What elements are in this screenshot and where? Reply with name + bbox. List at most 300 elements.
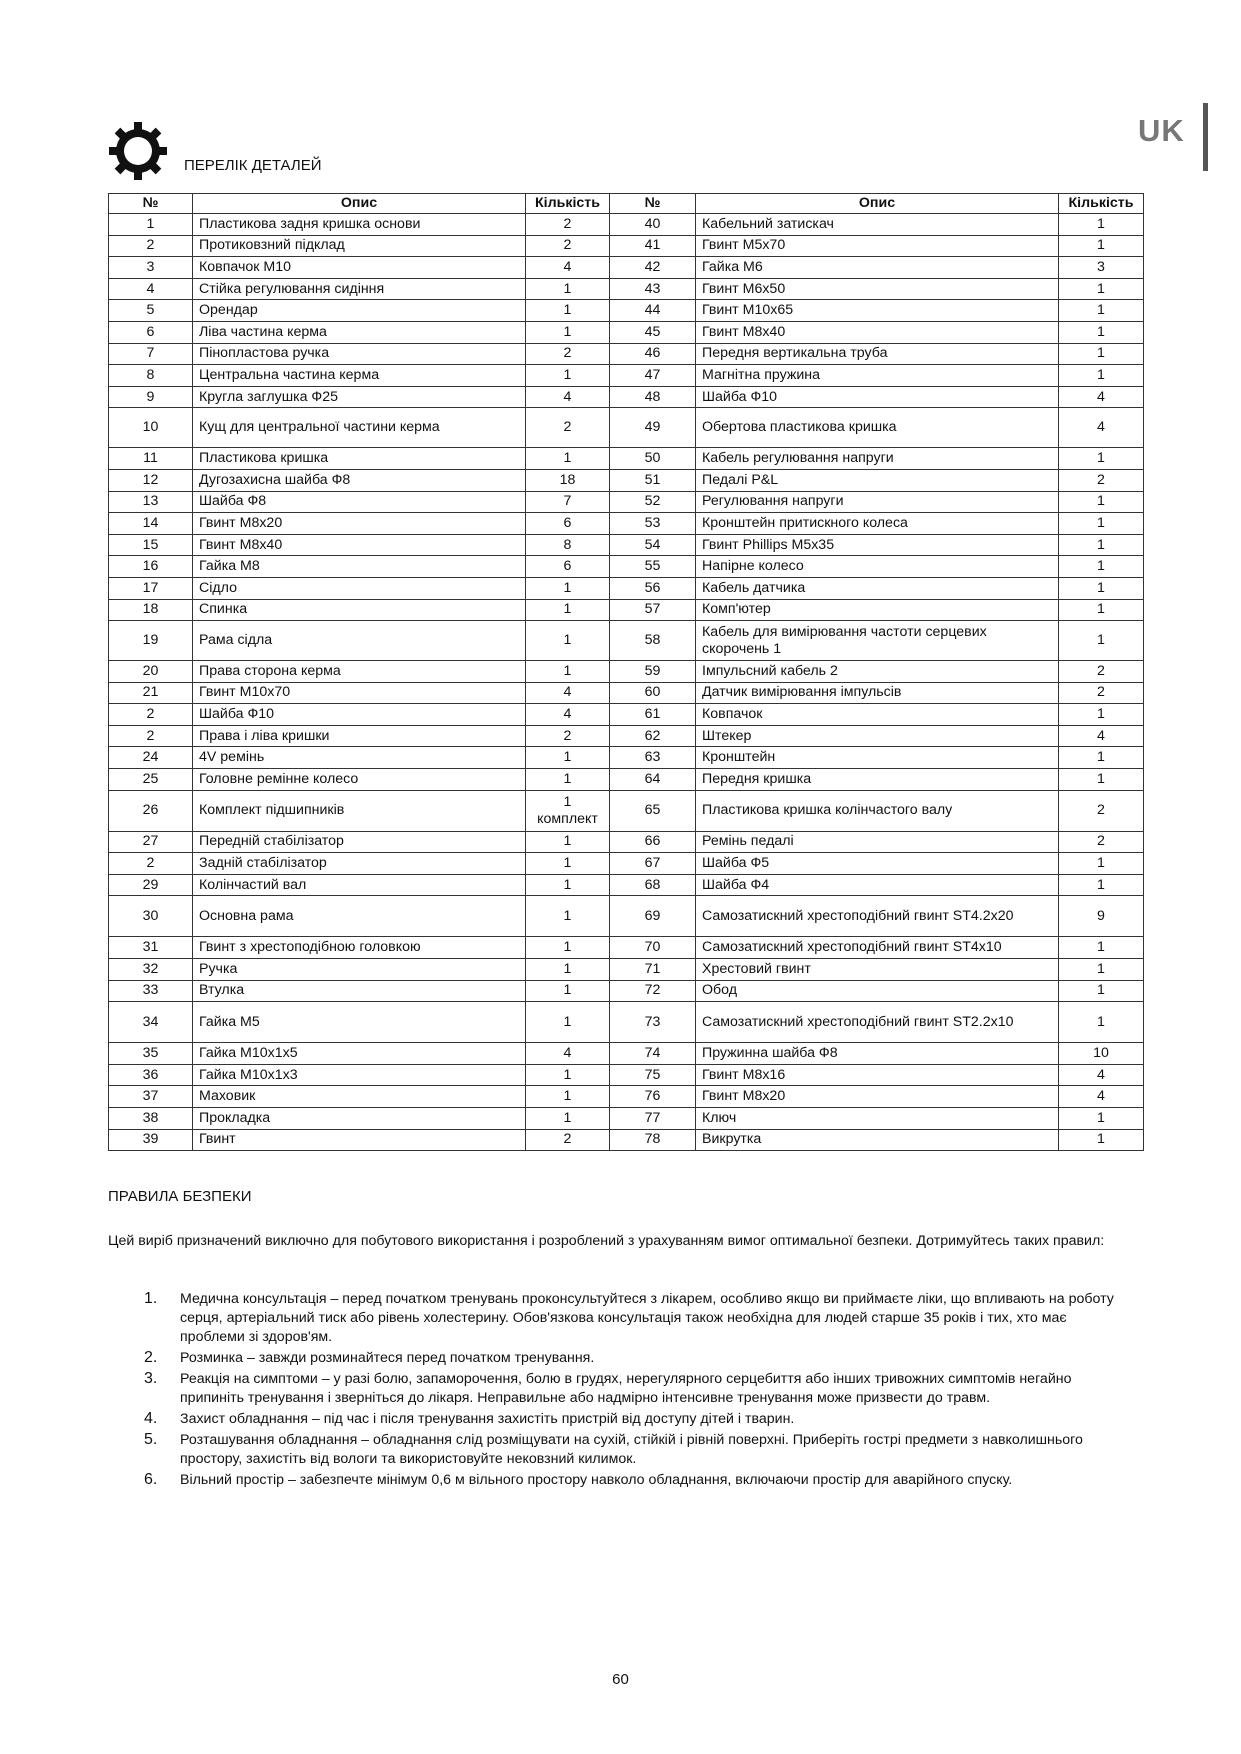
cell-no: 17 — [109, 577, 193, 599]
cell-no: 35 — [109, 1043, 193, 1065]
cell-no-2: 71 — [610, 959, 696, 981]
cell-no: 25 — [109, 769, 193, 791]
cell-desc-2: Кабель для вимірювання частоти серцевих скорочень 1 — [696, 621, 1059, 661]
col-header-no-2: № — [610, 194, 696, 214]
cell-no-2: 62 — [610, 725, 696, 747]
cell-desc-2: Обод — [696, 980, 1059, 1002]
cell-desc-2: Викрутка — [696, 1129, 1059, 1151]
table-row — [109, 621, 1144, 661]
cell-desc: Гвинт M8x20 — [193, 513, 526, 535]
cell-qty-2: 1 — [1059, 769, 1144, 791]
cell-desc-2: Гвинт M5x70 — [696, 235, 1059, 257]
cell-qty: 18 — [526, 469, 610, 491]
cell-desc: Стійка регулювання сидіння — [193, 278, 526, 300]
cell-qty-2: 2 — [1059, 790, 1144, 831]
list-item — [108, 1471, 1128, 1490]
safety-title: ПРАВИЛА БЕЗПЕКИ — [108, 1188, 252, 1205]
cell-desc: Комплект підшипників — [193, 790, 526, 831]
page-number: 60 — [612, 1671, 629, 1688]
cell-no: 8 — [109, 365, 193, 387]
cell-no-2: 77 — [610, 1108, 696, 1130]
cell-no: 34 — [109, 1002, 193, 1043]
gear-icon — [107, 120, 169, 182]
table-row — [109, 1043, 1144, 1065]
cell-qty-2: 1 — [1059, 448, 1144, 470]
rule-number: 6. — [144, 1471, 158, 1488]
table-row — [109, 1108, 1144, 1130]
cell-qty: 1 — [526, 831, 610, 853]
table-row — [109, 469, 1144, 491]
cell-qty-2: 1 — [1059, 278, 1144, 300]
cell-desc: Ковпачок M10 — [193, 257, 526, 279]
rule-number: 1. — [144, 1290, 158, 1307]
cell-no-2: 57 — [610, 599, 696, 621]
list-item — [108, 1431, 1128, 1469]
cell-qty: 6 — [526, 556, 610, 578]
rule-text: Розташування обладнання – обладнання слід розміщувати на сухій, стійкій і рівній поверхні. Приберіть гострі предмети з навколишнього простору, захистіть від вологи та використовуйте нековзний килимок. — [180, 1432, 1083, 1467]
cell-no-2: 55 — [610, 556, 696, 578]
parts-table-body — [109, 214, 1144, 1151]
cell-desc-2: Магнітна пружина — [696, 365, 1059, 387]
col-header-qty: Кількість — [526, 194, 610, 214]
table-row — [109, 896, 1144, 937]
cell-desc-2: Кабель регулювання напруги — [696, 448, 1059, 470]
parts-table — [108, 193, 1144, 1151]
cell-desc-2: Обертова пластикова кришка — [696, 408, 1059, 448]
cell-qty-2: 1 — [1059, 577, 1144, 599]
cell-qty: 1 — [526, 599, 610, 621]
cell-desc-2: Хрестовий гвинт — [696, 959, 1059, 981]
cell-qty: 2 — [526, 214, 610, 236]
cell-no: 18 — [109, 599, 193, 621]
cell-desc: Прокладка — [193, 1108, 526, 1130]
table-row — [109, 300, 1144, 322]
cell-no-2: 46 — [610, 343, 696, 365]
cell-qty: 1 — [526, 874, 610, 896]
cell-desc: Права і ліва кришки — [193, 725, 526, 747]
cell-no: 39 — [109, 1129, 193, 1151]
cell-no: 29 — [109, 874, 193, 896]
cell-qty-2: 1 — [1059, 300, 1144, 322]
table-header-row — [109, 194, 1144, 214]
table-row — [109, 534, 1144, 556]
cell-desc-2: Гвинт M8x16 — [696, 1064, 1059, 1086]
cell-no-2: 49 — [610, 408, 696, 448]
cell-qty: 4 — [526, 386, 610, 408]
cell-qty: 1 — [526, 937, 610, 959]
cell-qty-2: 1 — [1059, 1129, 1144, 1151]
cell-no-2: 69 — [610, 896, 696, 937]
cell-desc: Пінопластова ручка — [193, 343, 526, 365]
table-row — [109, 959, 1144, 981]
cell-qty: 8 — [526, 534, 610, 556]
table-row — [109, 214, 1144, 236]
cell-qty: 2 — [526, 343, 610, 365]
rule-text: Розминка – завжди розминайтеся перед початком тренування. — [180, 1350, 595, 1366]
cell-qty: 1 — [526, 959, 610, 981]
cell-qty: 1 — [526, 1086, 610, 1108]
rule-text: Реакція на симптоми – у разі болю, запаморочення, болю в грудях, нерегулярного серцебиття або інших тривожних симптомів негайно припиніть тренування і зверніться до лікаря. Неправильне або надмірно інтенсивне тренування може призвести до травм. — [180, 1371, 1072, 1406]
cell-no: 2 — [109, 853, 193, 875]
cell-qty: 1 — [526, 577, 610, 599]
cell-desc: Задній стабілізатор — [193, 853, 526, 875]
cell-no: 16 — [109, 556, 193, 578]
cell-desc-2: Кронштейн притискного колеса — [696, 513, 1059, 535]
cell-desc: Сідло — [193, 577, 526, 599]
cell-no-2: 47 — [610, 365, 696, 387]
table-row — [109, 448, 1144, 470]
cell-no: 24 — [109, 747, 193, 769]
cell-no: 19 — [109, 621, 193, 661]
cell-desc: Ручка — [193, 959, 526, 981]
list-item — [108, 1349, 1128, 1368]
cell-no: 2 — [109, 725, 193, 747]
table-row — [109, 769, 1144, 791]
cell-qty: 1 — [526, 980, 610, 1002]
rule-number: 2. — [144, 1349, 158, 1366]
cell-desc-2: Пластикова кришка колінчастого валу — [696, 790, 1059, 831]
table-row — [109, 386, 1144, 408]
col-header-no: № — [109, 194, 193, 214]
cell-no-2: 45 — [610, 321, 696, 343]
table-row — [109, 235, 1144, 257]
cell-no: 2 — [109, 235, 193, 257]
cell-desc-2: Ковпачок — [696, 704, 1059, 726]
cell-qty-2: 2 — [1059, 661, 1144, 683]
cell-qty-2: 1 — [1059, 513, 1144, 535]
table-row — [109, 343, 1144, 365]
cell-qty-2: 1 — [1059, 556, 1144, 578]
cell-qty: 1 — [526, 365, 610, 387]
cell-no-2: 73 — [610, 1002, 696, 1043]
cell-desc-2: Гвинт Phillips M5x35 — [696, 534, 1059, 556]
cell-qty: 4 — [526, 1043, 610, 1065]
cell-qty-2: 4 — [1059, 408, 1144, 448]
cell-desc-2: Педалі P&L — [696, 469, 1059, 491]
cell-qty-2: 1 — [1059, 747, 1144, 769]
cell-no-2: 76 — [610, 1086, 696, 1108]
cell-desc: Дугозахисна шайба Ф8 — [193, 469, 526, 491]
cell-desc: Передній стабілізатор — [193, 831, 526, 853]
cell-no-2: 63 — [610, 747, 696, 769]
cell-no-2: 43 — [610, 278, 696, 300]
table-row — [109, 577, 1144, 599]
cell-desc-2: Самозатискний хрестоподібний гвинт ST4x10 — [696, 937, 1059, 959]
cell-desc-2: Шайба Ф4 — [696, 874, 1059, 896]
table-row — [109, 853, 1144, 875]
cell-desc-2: Кабель датчика — [696, 577, 1059, 599]
cell-qty: 7 — [526, 491, 610, 513]
safety-rules-list — [108, 1290, 1128, 1492]
table-row — [109, 408, 1144, 448]
cell-no-2: 78 — [610, 1129, 696, 1151]
cell-qty-2: 1 — [1059, 621, 1144, 661]
cell-qty-2: 1 — [1059, 214, 1144, 236]
cell-desc-2: Гайка M6 — [696, 257, 1059, 279]
cell-no-2: 75 — [610, 1064, 696, 1086]
rule-number: 3. — [144, 1370, 158, 1387]
cell-desc-2: Гвинт M8x40 — [696, 321, 1059, 343]
cell-qty-2: 1 — [1059, 321, 1144, 343]
cell-no: 36 — [109, 1064, 193, 1086]
cell-no-2: 40 — [610, 214, 696, 236]
cell-qty: 2 — [526, 725, 610, 747]
cell-no-2: 68 — [610, 874, 696, 896]
cell-no-2: 64 — [610, 769, 696, 791]
cell-qty: 1 — [526, 1108, 610, 1130]
cell-desc-2: Регулювання напруги — [696, 491, 1059, 513]
cell-qty-2: 1 — [1059, 343, 1144, 365]
cell-no-2: 59 — [610, 661, 696, 683]
cell-qty-2: 1 — [1059, 365, 1144, 387]
cell-desc-2: Гвинт M6x50 — [696, 278, 1059, 300]
cell-no-2: 42 — [610, 257, 696, 279]
cell-desc: Центральна частина керма — [193, 365, 526, 387]
cell-desc-2: Імпульсний кабель 2 — [696, 661, 1059, 683]
cell-no: 11 — [109, 448, 193, 470]
cell-qty-2: 9 — [1059, 896, 1144, 937]
cell-qty-2: 1 — [1059, 534, 1144, 556]
cell-desc-2: Датчик вимірювання імпульсів — [696, 682, 1059, 704]
cell-desc: Гвинт — [193, 1129, 526, 1151]
table-row — [109, 278, 1144, 300]
table-row — [109, 661, 1144, 683]
cell-no: 20 — [109, 661, 193, 683]
cell-qty: 1 — [526, 896, 610, 937]
cell-desc: Гайка M10x1x5 — [193, 1043, 526, 1065]
table-row — [109, 1086, 1144, 1108]
table-row — [109, 747, 1144, 769]
cell-desc-2: Гвинт M10x65 — [696, 300, 1059, 322]
cell-no: 38 — [109, 1108, 193, 1130]
cell-no-2: 65 — [610, 790, 696, 831]
cell-qty: 1 — [526, 1064, 610, 1086]
cell-desc: Рама сідла — [193, 621, 526, 661]
cell-desc-2: Ремінь педалі — [696, 831, 1059, 853]
cell-qty-2: 1 — [1059, 1002, 1144, 1043]
cell-qty: 4 — [526, 257, 610, 279]
cell-no-2: 48 — [610, 386, 696, 408]
cell-qty: 1 — [526, 448, 610, 470]
table-row — [109, 556, 1144, 578]
cell-desc-2: Самозатискний хрестоподібний гвинт ST2.2x10 — [696, 1002, 1059, 1043]
rule-text: Вільний простір – забезпечте мінімум 0,6 м вільного простору навколо обладнання, включаючи простір для аварійного спуску. — [180, 1472, 1013, 1488]
cell-desc: Права сторона керма — [193, 661, 526, 683]
cell-no-2: 58 — [610, 621, 696, 661]
cell-qty: 1 комплект — [526, 790, 610, 831]
col-header-qty-2: Кількість — [1059, 194, 1144, 214]
cell-desc: Гайка M8 — [193, 556, 526, 578]
cell-no-2: 60 — [610, 682, 696, 704]
table-row — [109, 937, 1144, 959]
cell-no: 13 — [109, 491, 193, 513]
cell-qty: 1 — [526, 661, 610, 683]
table-row — [109, 321, 1144, 343]
cell-desc-2: Шайба Ф5 — [696, 853, 1059, 875]
cell-no: 33 — [109, 980, 193, 1002]
cell-no: 21 — [109, 682, 193, 704]
cell-no: 4 — [109, 278, 193, 300]
cell-desc: Спинка — [193, 599, 526, 621]
cell-qty-2: 4 — [1059, 725, 1144, 747]
cell-desc: Основна рама — [193, 896, 526, 937]
cell-qty-2: 1 — [1059, 853, 1144, 875]
cell-qty: 2 — [526, 235, 610, 257]
cell-qty-2: 2 — [1059, 682, 1144, 704]
cell-desc: Ліва частина керма — [193, 321, 526, 343]
cell-qty: 1 — [526, 747, 610, 769]
cell-qty: 1 — [526, 769, 610, 791]
cell-desc: Гайка M10x1x3 — [193, 1064, 526, 1086]
cell-qty-2: 2 — [1059, 469, 1144, 491]
cell-qty-2: 1 — [1059, 491, 1144, 513]
cell-desc-2: Шайба Ф10 — [696, 386, 1059, 408]
cell-qty: 1 — [526, 278, 610, 300]
table-row — [109, 491, 1144, 513]
cell-no-2: 66 — [610, 831, 696, 853]
cell-qty-2: 1 — [1059, 980, 1144, 1002]
cell-desc-2: Ключ — [696, 1108, 1059, 1130]
cell-qty: 1 — [526, 321, 610, 343]
cell-desc-2: Гвинт M8x20 — [696, 1086, 1059, 1108]
list-item — [108, 1370, 1128, 1408]
cell-qty: 1 — [526, 1002, 610, 1043]
cell-no: 30 — [109, 896, 193, 937]
cell-qty: 6 — [526, 513, 610, 535]
table-row — [109, 874, 1144, 896]
cell-desc: Гвинт з хрестоподібною головкою — [193, 937, 526, 959]
cell-desc: Маховик — [193, 1086, 526, 1108]
cell-no-2: 74 — [610, 1043, 696, 1065]
cell-qty-2: 1 — [1059, 704, 1144, 726]
cell-no-2: 52 — [610, 491, 696, 513]
cell-no: 27 — [109, 831, 193, 853]
table-row — [109, 682, 1144, 704]
cell-no: 37 — [109, 1086, 193, 1108]
language-tag: UK — [1138, 113, 1185, 148]
cell-desc-2: Штекер — [696, 725, 1059, 747]
table-row — [109, 599, 1144, 621]
cell-desc: 4V ремінь — [193, 747, 526, 769]
cell-qty-2: 4 — [1059, 1086, 1144, 1108]
cell-desc: Орендар — [193, 300, 526, 322]
cell-no-2: 67 — [610, 853, 696, 875]
rule-number: 5. — [144, 1431, 158, 1448]
cell-no: 7 — [109, 343, 193, 365]
col-header-desc-2: Опис — [696, 194, 1059, 214]
cell-desc: Гайка M5 — [193, 1002, 526, 1043]
table-row — [109, 513, 1144, 535]
table-row — [109, 725, 1144, 747]
parts-list-title: ПЕРЕЛІК ДЕТАЛЕЙ — [184, 157, 322, 174]
table-row — [109, 831, 1144, 853]
cell-desc-2: Комп'ютер — [696, 599, 1059, 621]
cell-qty: 4 — [526, 682, 610, 704]
cell-qty: 4 — [526, 704, 610, 726]
cell-desc: Пластикова кришка — [193, 448, 526, 470]
cell-desc-2: Напірне колесо — [696, 556, 1059, 578]
cell-desc: Колінчастий вал — [193, 874, 526, 896]
cell-desc-2: Передня кришка — [696, 769, 1059, 791]
table-row — [109, 1129, 1144, 1151]
table-row — [109, 365, 1144, 387]
cell-no: 15 — [109, 534, 193, 556]
cell-no: 32 — [109, 959, 193, 981]
cell-no: 10 — [109, 408, 193, 448]
cell-qty-2: 1 — [1059, 235, 1144, 257]
cell-desc: Втулка — [193, 980, 526, 1002]
cell-qty: 2 — [526, 1129, 610, 1151]
cell-desc: Головне ремінне колесо — [193, 769, 526, 791]
cell-no: 5 — [109, 300, 193, 322]
cell-no: 9 — [109, 386, 193, 408]
cell-desc-2: Самозатискний хрестоподібний гвинт ST4.2x20 — [696, 896, 1059, 937]
cell-qty-2: 1 — [1059, 959, 1144, 981]
cell-desc-2: Кронштейн — [696, 747, 1059, 769]
cell-no-2: 61 — [610, 704, 696, 726]
table-row — [109, 257, 1144, 279]
cell-no: 14 — [109, 513, 193, 535]
cell-qty-2: 4 — [1059, 1064, 1144, 1086]
cell-no: 31 — [109, 937, 193, 959]
rule-number: 4. — [144, 1410, 158, 1427]
cell-qty-2: 1 — [1059, 599, 1144, 621]
rule-text: Захист обладнання – під час і після тренування захистіть пристрій від доступу дітей і тварин. — [180, 1411, 795, 1427]
cell-desc: Кущ для центральної частини керма — [193, 408, 526, 448]
cell-desc: Кругла заглушка Ф25 — [193, 386, 526, 408]
cell-desc: Протиковзний підклад — [193, 235, 526, 257]
cell-no-2: 53 — [610, 513, 696, 535]
cell-qty-2: 4 — [1059, 386, 1144, 408]
cell-no-2: 56 — [610, 577, 696, 599]
cell-no-2: 44 — [610, 300, 696, 322]
table-row — [109, 704, 1144, 726]
safety-intro: Цей виріб призначений виключно для побутового використання і розроблений з урахуванням вимог оптимальної безпеки. Дотримуйтесь таких правил: — [108, 1233, 1105, 1249]
rule-text: Медична консультація – перед початком тренувань проконсультуйтеся з лікарем, особливо якщо ви приймаєте ліки, що впливають на роботу серця, артеріальний тиск або рівень холестерину. Обов'язкова консультація також необхідна для людей старше 35 років і тих, хто має проблеми зі здоров'ям. — [180, 1291, 1114, 1345]
cell-no: 26 — [109, 790, 193, 831]
cell-qty: 1 — [526, 621, 610, 661]
cell-no-2: 50 — [610, 448, 696, 470]
cell-qty-2: 3 — [1059, 257, 1144, 279]
cell-no: 2 — [109, 704, 193, 726]
table-row — [109, 980, 1144, 1002]
cell-qty-2: 1 — [1059, 1108, 1144, 1130]
cell-no-2: 54 — [610, 534, 696, 556]
col-header-desc: Опис — [193, 194, 526, 214]
cell-qty-2: 10 — [1059, 1043, 1144, 1065]
cell-no: 12 — [109, 469, 193, 491]
cell-no-2: 51 — [610, 469, 696, 491]
cell-desc-2: Передня вертикальна труба — [696, 343, 1059, 365]
cell-desc: Гвинт M10x70 — [193, 682, 526, 704]
cell-qty: 1 — [526, 853, 610, 875]
cell-desc: Пластикова задня кришка основи — [193, 214, 526, 236]
table-row — [109, 1064, 1144, 1086]
cell-no-2: 41 — [610, 235, 696, 257]
cell-qty-2: 2 — [1059, 831, 1144, 853]
cell-no: 1 — [109, 214, 193, 236]
cell-no-2: 72 — [610, 980, 696, 1002]
cell-qty: 1 — [526, 300, 610, 322]
cell-no-2: 70 — [610, 937, 696, 959]
cell-desc: Шайба Ф10 — [193, 704, 526, 726]
cell-qty-2: 1 — [1059, 874, 1144, 896]
cell-desc-2: Кабельний затискач — [696, 214, 1059, 236]
cell-desc: Гвинт M8x40 — [193, 534, 526, 556]
list-item — [108, 1410, 1128, 1429]
cell-qty-2: 1 — [1059, 937, 1144, 959]
cell-desc-2: Пружинна шайба Ф8 — [696, 1043, 1059, 1065]
